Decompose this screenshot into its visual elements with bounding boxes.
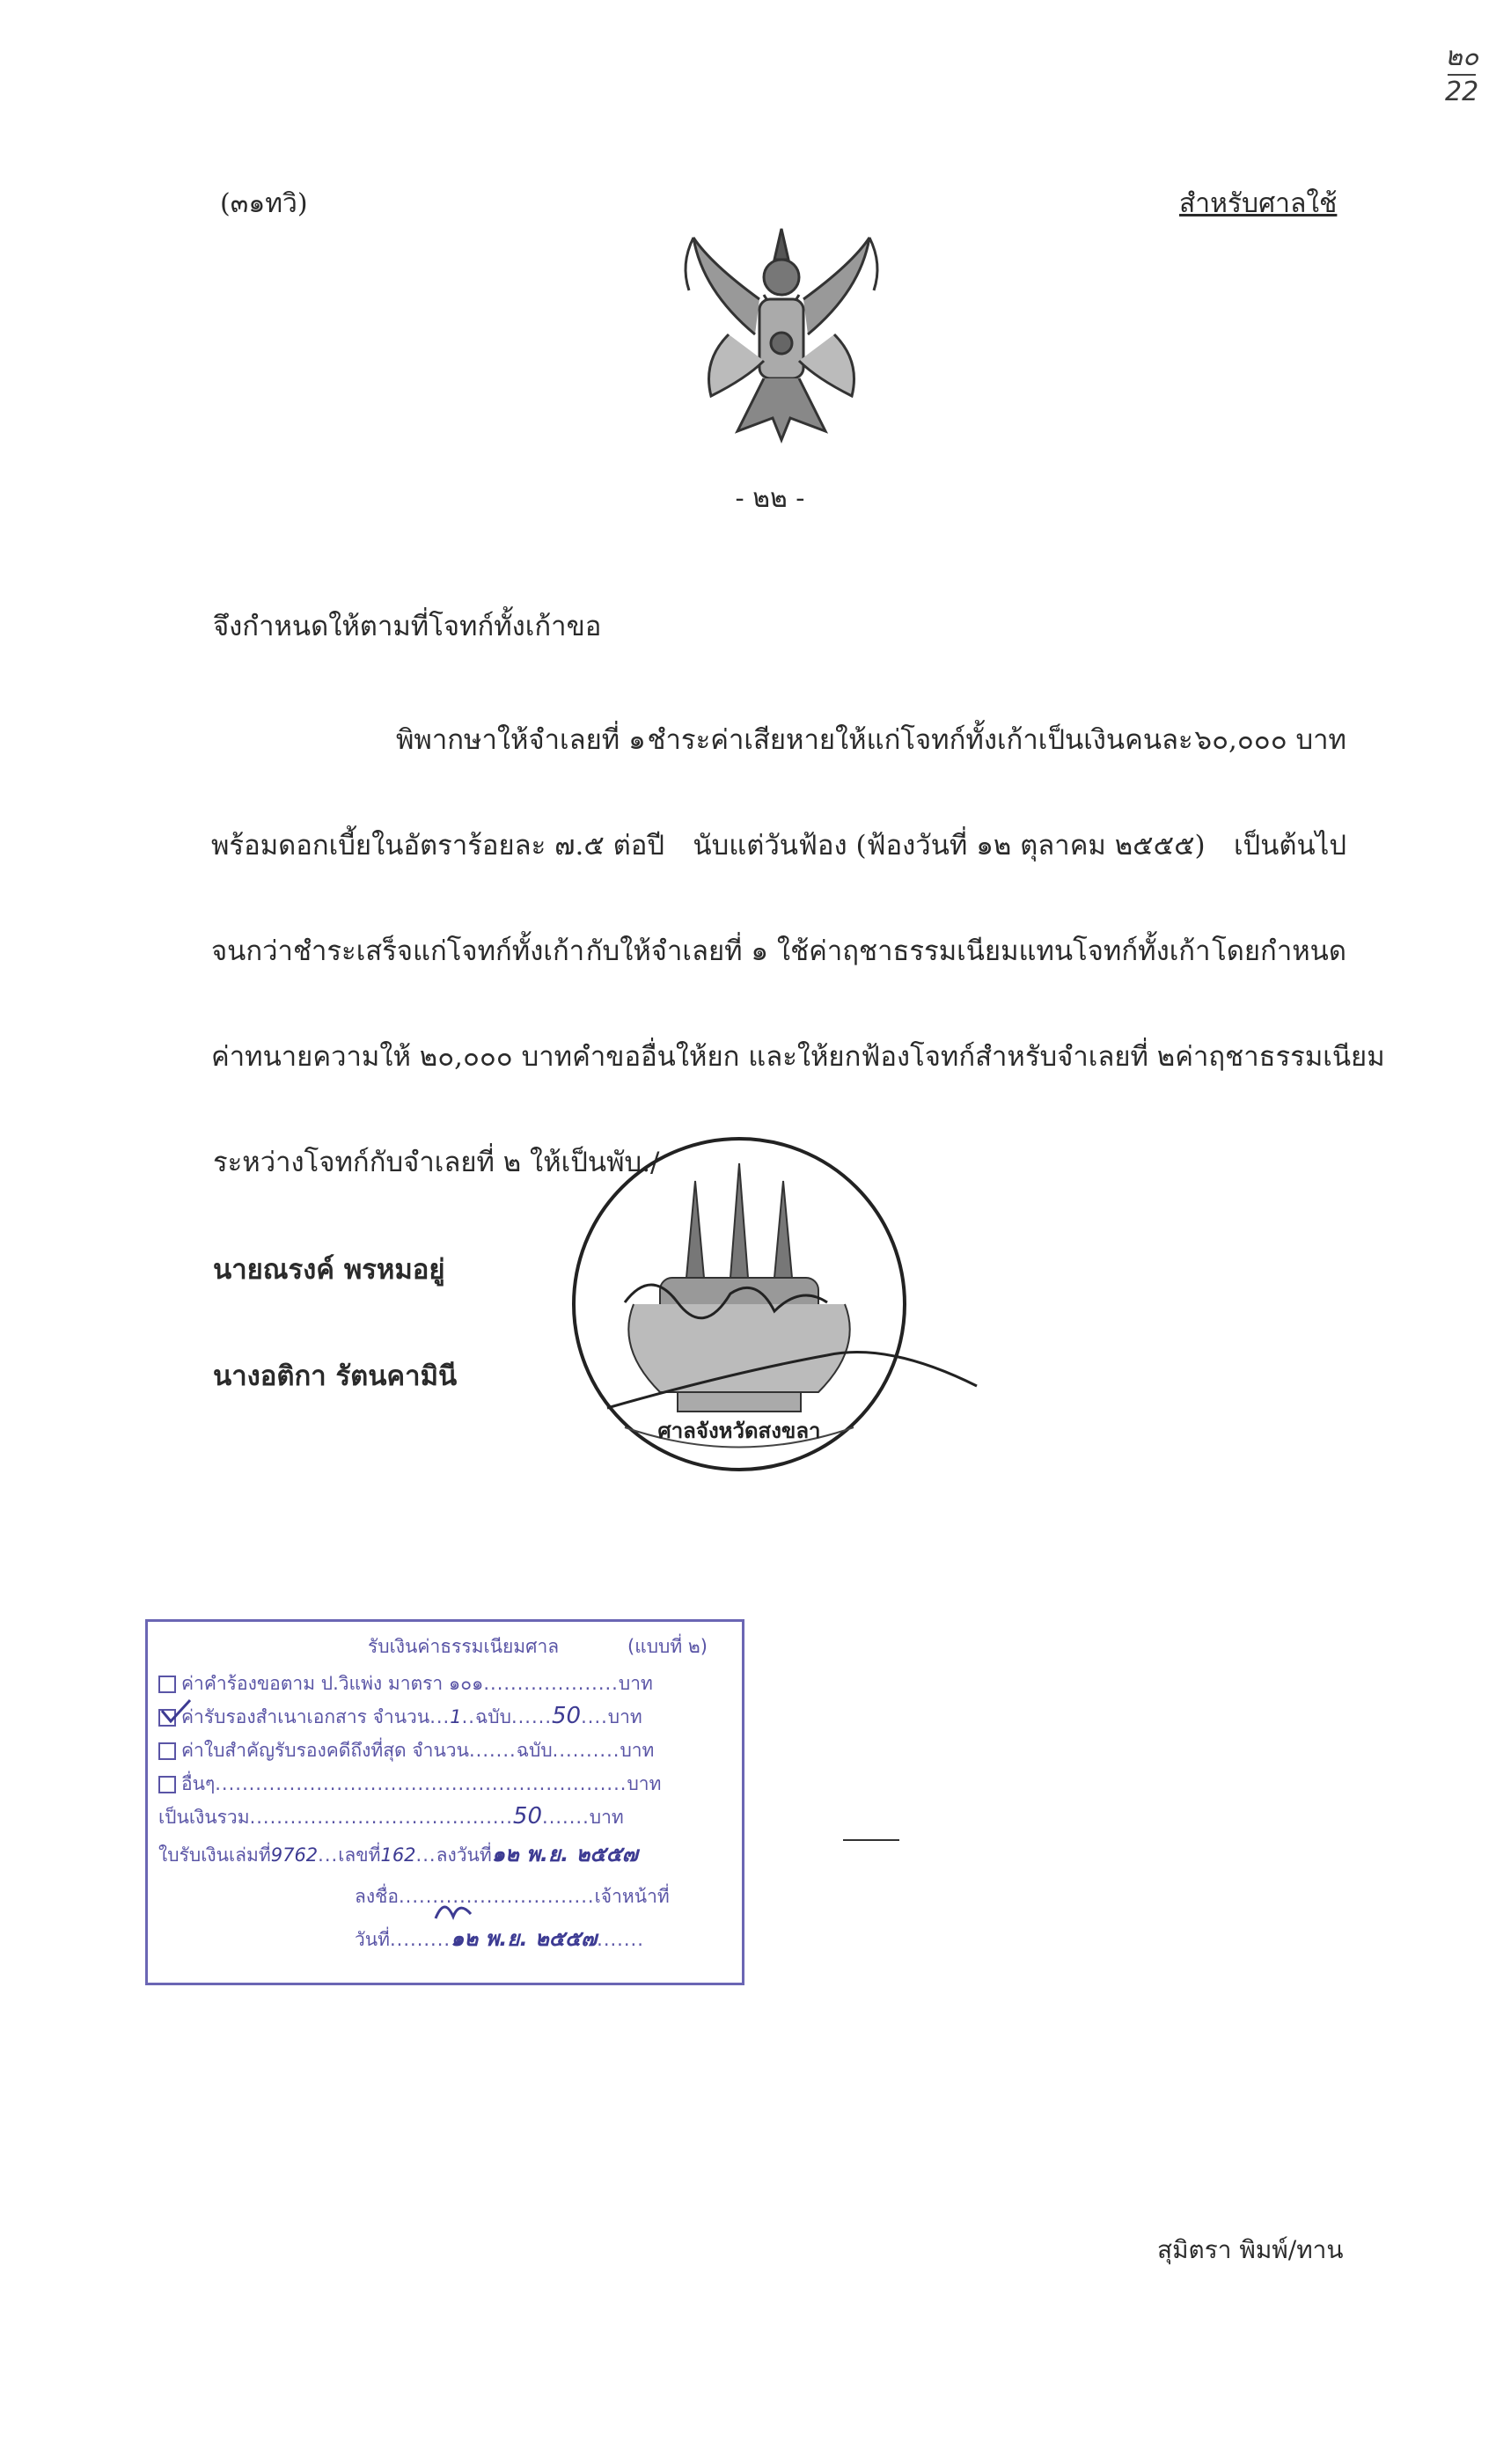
page-count-mark bbox=[1445, 42, 1478, 107]
stamp-title: รับเงินค่าธรรมเนียมศาล bbox=[368, 1636, 560, 1657]
stamp-row-copy-fee-unit: บาท bbox=[607, 1706, 642, 1727]
stamp-row-request-fee: ค่าคำร้องขอตาม ป.วิแพ่ง มาตรา ๑๐๑....................บาท bbox=[158, 1669, 653, 1698]
stamp-row-final-cert-label: ค่าใบสำคัญรับรองคดีถึงที่สุด จำนวน bbox=[181, 1740, 469, 1761]
stamp-sign-role: เจ้าหน้าที่ bbox=[594, 1886, 670, 1907]
judgment-line-1-part-3: ๖๐,๐๐๐ บาท bbox=[1194, 724, 1346, 756]
judgment-line-3-part-1: จนกว่าชำระเสร็จแก่โจทก์ทั้งเก้า bbox=[211, 935, 585, 967]
stamp-row-final-cert: ค่าใบสำคัญรับรองคดีถึงที่สุด จำนวน.......ฉบับ..........บาท bbox=[158, 1736, 654, 1765]
stamp-total-amount: 50 bbox=[512, 1803, 543, 1830]
judgment-line-2-part-2: นับแต่วันฟ้อง (ฟ้องวันที่ ๑๒ ตุลาคม ๒๕๕๕) bbox=[693, 830, 1206, 862]
judgment-line-3-part-3: โดยกำหนด bbox=[1212, 935, 1346, 967]
stamp-row-other: อื่นๆ.............................................................บาท bbox=[158, 1770, 661, 1799]
page-number: - ๒๒ - bbox=[735, 483, 805, 514]
judge-signature bbox=[598, 1232, 986, 1426]
judgment-line-1 bbox=[396, 717, 1346, 761]
stamp-row-final-cert-unit: บาท bbox=[620, 1740, 655, 1761]
stamp-receipt-date-label: ลงวันที่ bbox=[436, 1844, 492, 1866]
judgment-line-4-part-1: ค่าทนายความให้ ๒๐,๐๐๐ บาท bbox=[211, 1041, 573, 1073]
stamp-row-final-cert-qty-unit: ฉบับ bbox=[516, 1740, 553, 1761]
judgment-line-4-part-2: คำขออื่นให้ยก และให้ยกฟ้องโจทก์สำหรับจำเลยที่ ๒ bbox=[572, 1041, 1176, 1073]
stamp-copy-amount: 50 bbox=[552, 1703, 582, 1729]
judgment-last-line: ระหว่างโจทก์กับจำเลยที่ ๒ ให้เป็นพับ./ bbox=[213, 1147, 660, 1178]
stamp-row-total: เป็นเงินรวม.......................................50.......บาท bbox=[158, 1803, 624, 1830]
body-line-1: จึงกำหนดให้ตามที่โจทก์ทั้งเก้าขอ bbox=[213, 611, 602, 642]
judgment-line-1-part-1: พิพากษาให้จำเลยที่ ๑ bbox=[396, 724, 646, 756]
stamp-copy-qty-unit: ฉบับ bbox=[474, 1706, 511, 1727]
stamp-row-receipt: ใบรับเงินเล่มที่9762...เลขที่162...ลงวันที่๑๒ พ.ย. ๒๕๕๗ bbox=[158, 1842, 638, 1866]
judgment-line-3 bbox=[211, 928, 1346, 972]
stamp-total-label: เป็นเงินรวม bbox=[158, 1807, 250, 1828]
stamp-date-label: วันที่ bbox=[355, 1929, 390, 1950]
stamp-row-date: วันที่.........๑๒ พ.ย. ๒๕๕๗....... bbox=[355, 1926, 644, 1951]
stamp-copy-qty: 1 bbox=[450, 1706, 462, 1727]
page-count-top: ๒๐ bbox=[1445, 41, 1479, 72]
judgment-line-2-part-3: เป็นต้นไป bbox=[1233, 830, 1346, 862]
stamp-receipt-label: ใบรับเงินเล่มที่ bbox=[158, 1844, 271, 1866]
stamp-form-code: (แบบที่ ๒) bbox=[627, 1636, 708, 1657]
stamp-row-copy-fee-label: ค่ารับรองสำเนาเอกสาร จำนวน bbox=[181, 1706, 430, 1727]
stamp-checkbox-request-fee bbox=[158, 1676, 176, 1693]
court-seal-label: ศาลจังหวัดสงขลา bbox=[657, 1419, 821, 1443]
stamp-side-dash bbox=[843, 1839, 899, 1841]
stamp-receipt-book: 9762 bbox=[270, 1844, 319, 1866]
stamp-checkbox-final-cert bbox=[158, 1742, 176, 1760]
stamp-row-copy-fee: ค่ารับรองสำเนาเอกสาร จำนวน...1..ฉบับ......50....บาท bbox=[158, 1703, 642, 1732]
stamp-date-value: ๑๒ พ.ย. ๒๕๕๗ bbox=[451, 1926, 598, 1951]
page-count-bottom: 22 bbox=[1445, 77, 1479, 107]
court-use-label: สำหรับศาลใช้ bbox=[1179, 188, 1338, 219]
judge-1-name: นายณรงค์ พรหมอยู่ bbox=[213, 1254, 445, 1286]
stamp-checkbox-other bbox=[158, 1776, 176, 1793]
stamp-sign-label: ลงชื่อ bbox=[355, 1886, 399, 1907]
stamp-row-signature: ลงชื่อ.............................เจ้าหน้าที่ bbox=[355, 1886, 670, 1907]
judgment-line-2 bbox=[211, 823, 1346, 867]
stamp-row-other-unit: บาท bbox=[627, 1773, 662, 1794]
stamp-row-request-fee-unit: บาท bbox=[618, 1673, 653, 1694]
stamp-initials bbox=[431, 1892, 484, 1927]
judgment-line-2-part-1: พร้อมดอกเบี้ยในอัตราร้อยละ ๗.๕ ต่อปี bbox=[211, 830, 665, 862]
stamp-receipt-no-label: เลขที่ bbox=[338, 1844, 381, 1866]
court-fee-stamp bbox=[145, 1619, 744, 1985]
stamp-receipt-date: ๑๒ พ.ย. ๒๕๕๗ bbox=[491, 1842, 638, 1866]
judgment-line-4 bbox=[211, 1034, 1385, 1078]
judgment-line-4-part-3: ค่าฤชาธรรมเนียม bbox=[1175, 1041, 1385, 1073]
garuda-emblem bbox=[676, 211, 887, 449]
stamp-row-other-label: อื่นๆ bbox=[181, 1773, 216, 1794]
typist-note: สุมิตรา พิมพ์/ทาน bbox=[1157, 2235, 1344, 2264]
stamp-receipt-no: 162 bbox=[380, 1844, 416, 1866]
stamp-total-unit: บาท bbox=[589, 1807, 624, 1828]
form-code: (๓๑ทวิ) bbox=[220, 188, 308, 219]
stamp-row-request-fee-label: ค่าคำร้องขอตาม ป.วิแพ่ง มาตรา ๑๐๑ bbox=[181, 1673, 484, 1694]
judgment-line-1-part-2: ชำระค่าเสียหายให้แก่โจทก์ทั้งเก้าเป็นเงินคนละ bbox=[647, 724, 1193, 756]
judge-2-name: นางอติกา รัตนคามินี bbox=[213, 1360, 458, 1392]
judgment-line-3-part-2: กับให้จำเลยที่ ๑ ใช้ค่าฤชาธรรมเนียมแทนโจทก์ทั้งเก้า bbox=[585, 935, 1211, 967]
stamp-checkmark bbox=[158, 1698, 194, 1725]
